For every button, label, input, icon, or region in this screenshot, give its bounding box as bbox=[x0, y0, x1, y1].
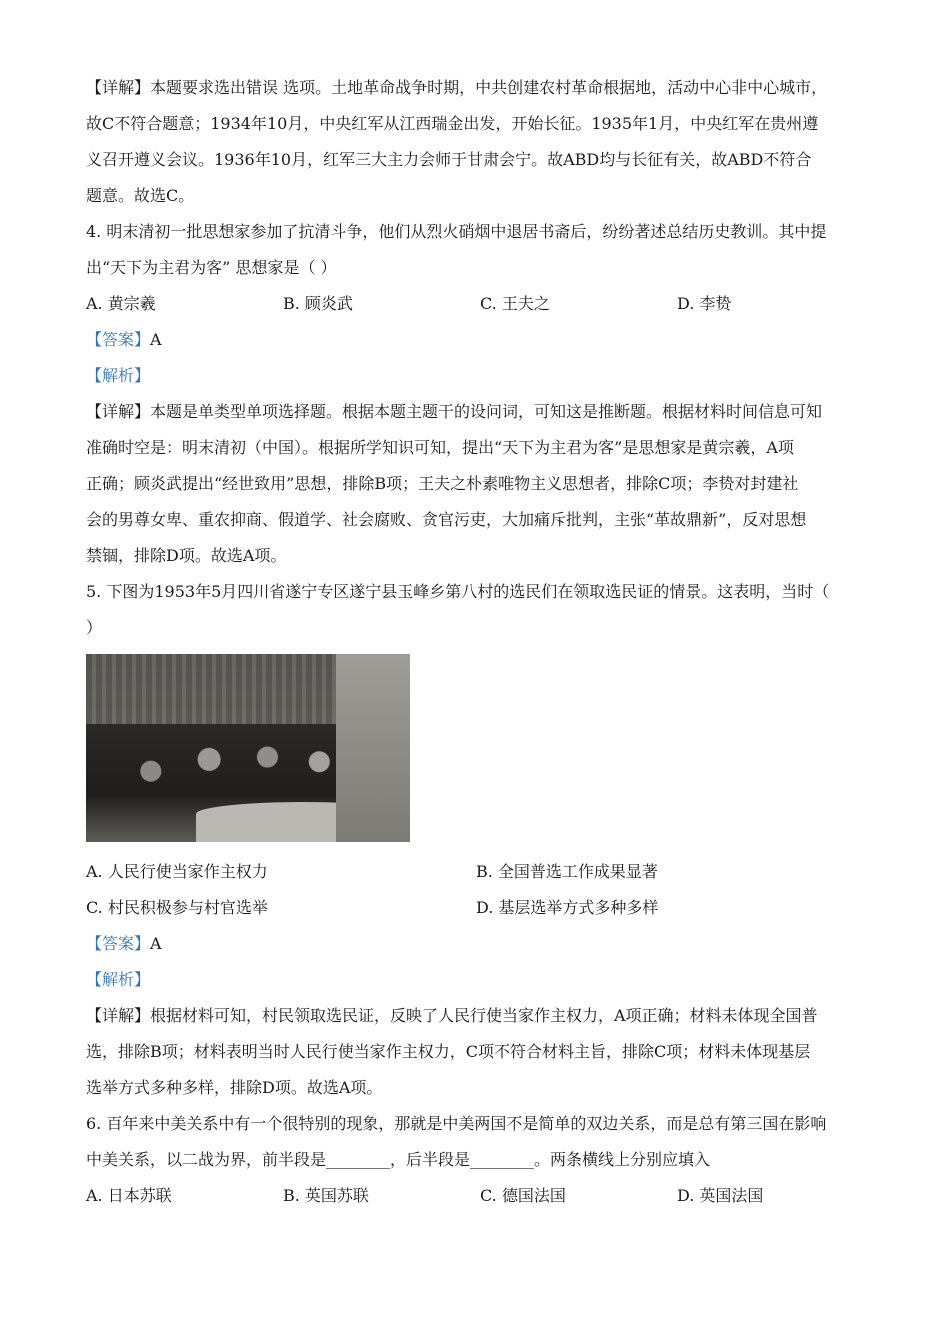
analysis-tag: 【解析】 bbox=[86, 970, 151, 989]
answer-value: A bbox=[150, 330, 162, 349]
photo-official bbox=[336, 654, 410, 842]
option-a: A. 日本苏联 bbox=[86, 1186, 172, 1205]
option-c: C. 德国法国 bbox=[480, 1186, 566, 1205]
explanation-line: 题意。故选C。 bbox=[86, 186, 195, 205]
analysis-tag: 【解析】 bbox=[86, 366, 151, 385]
option-d: D. 李贽 bbox=[677, 294, 732, 313]
detail-line: 禁锢，排除D项。故选A项。 bbox=[86, 546, 287, 565]
question-5-options-row1 bbox=[86, 854, 876, 890]
document-page bbox=[86, 70, 876, 1214]
question-4-stem: 出“天下为主君为客” 思想家是（ ） bbox=[86, 258, 337, 277]
detail-line: 选举方式多种多样，排除D项。故选A项。 bbox=[86, 1078, 383, 1097]
question-4-stem: 4. 明末清初一批思想家参加了抗清斗争，他们从烈火硝烟中退居书斋后，纷纷著述总结历史教训。其中提 bbox=[86, 222, 827, 241]
explanation-line: 【详解】本题要求选出错误 选项。土地革命战争时期，中共创建农村革命根据地，活动中心非中心城市， bbox=[86, 78, 828, 97]
detail-line: 准确时空是：明末清初（中国）。根据所学知识可知，提出“天下为主君为客”是思想家是黄宗羲，A项 bbox=[86, 438, 794, 457]
answer-tag: 【答案】 bbox=[86, 934, 151, 953]
voter-certificate-photo bbox=[86, 654, 410, 842]
question-5-answer bbox=[86, 926, 876, 962]
question-4-options bbox=[86, 286, 876, 322]
option-a: A. 黄宗羲 bbox=[86, 294, 156, 313]
option-b: B. 英国苏联 bbox=[283, 1186, 369, 1205]
option-c: C. 村民积极参与村官选举 bbox=[86, 898, 268, 917]
question-6-stem: 中美关系，以二战为界，前半段是________，后半段是________。两条横线上分别应填入 bbox=[86, 1150, 711, 1169]
option-a: A. 人民行使当家作主权力 bbox=[86, 862, 268, 881]
option-d: D. 基层选举方式多种多样 bbox=[476, 898, 659, 917]
detail-line: 【详解】根据材料可知，村民领取选民证，反映了人民行使当家作主权力，A项正确；材料未体现全国普 bbox=[86, 1006, 818, 1025]
answer-tag: 【答案】 bbox=[86, 330, 151, 349]
option-b: B. 顾炎武 bbox=[283, 294, 353, 313]
detail-line: 【详解】本题是单类型单项选择题。根据本题主题干的设问词，可知这是推断题。根据材料时间信息可知 bbox=[86, 402, 823, 421]
question-6-stem: 6. 百年来中美关系中有一个很特别的现象，那就是中美两国不是简单的双边关系，而是总有第三国在影响 bbox=[86, 1114, 827, 1133]
detail-line: 会的男尊女卑、重农抑商、假道学、社会腐败、贪官污吏，大加痛斥批判，主张“革故鼎新”，反对思想 bbox=[86, 510, 807, 529]
detail-line: 选，排除B项；材料表明当时人民行使当家作主权力，C项不符合材料主旨，排除C项；材料未体现基层 bbox=[86, 1042, 811, 1061]
explanation-line: 故C不符合题意；1934年10月，中央红军从江西瑞金出发，开始长征。1935年1月，中央红军在贵州遵 bbox=[86, 114, 819, 133]
question-5-options-row2 bbox=[86, 890, 876, 926]
question-4-answer bbox=[86, 322, 876, 358]
option-c: C. 王夫之 bbox=[480, 294, 550, 313]
answer-value: A bbox=[150, 934, 162, 953]
option-d: D. 英国法国 bbox=[677, 1186, 764, 1205]
explanation-line: 义召开遵义会议。1936年10月，红军三大主力会师于甘肃会宁。故ABD均与长征有关，故ABD不符合 bbox=[86, 150, 812, 169]
question-5-stem: ） bbox=[86, 618, 103, 637]
option-b: B. 全国普选工作成果显著 bbox=[476, 862, 658, 881]
question-5-stem: 5. 下图为1953年5月四川省遂宁专区遂宁县玉峰乡第八村的选民们在领取选民证的情景。这表明，当时（ bbox=[86, 582, 830, 601]
question-6-options bbox=[86, 1178, 876, 1214]
detail-line: 正确；顾炎武提出“经世致用”思想，排除B项；王夫之朴素唯物主义思想者，排除C项；李贽对封建社 bbox=[86, 474, 799, 493]
